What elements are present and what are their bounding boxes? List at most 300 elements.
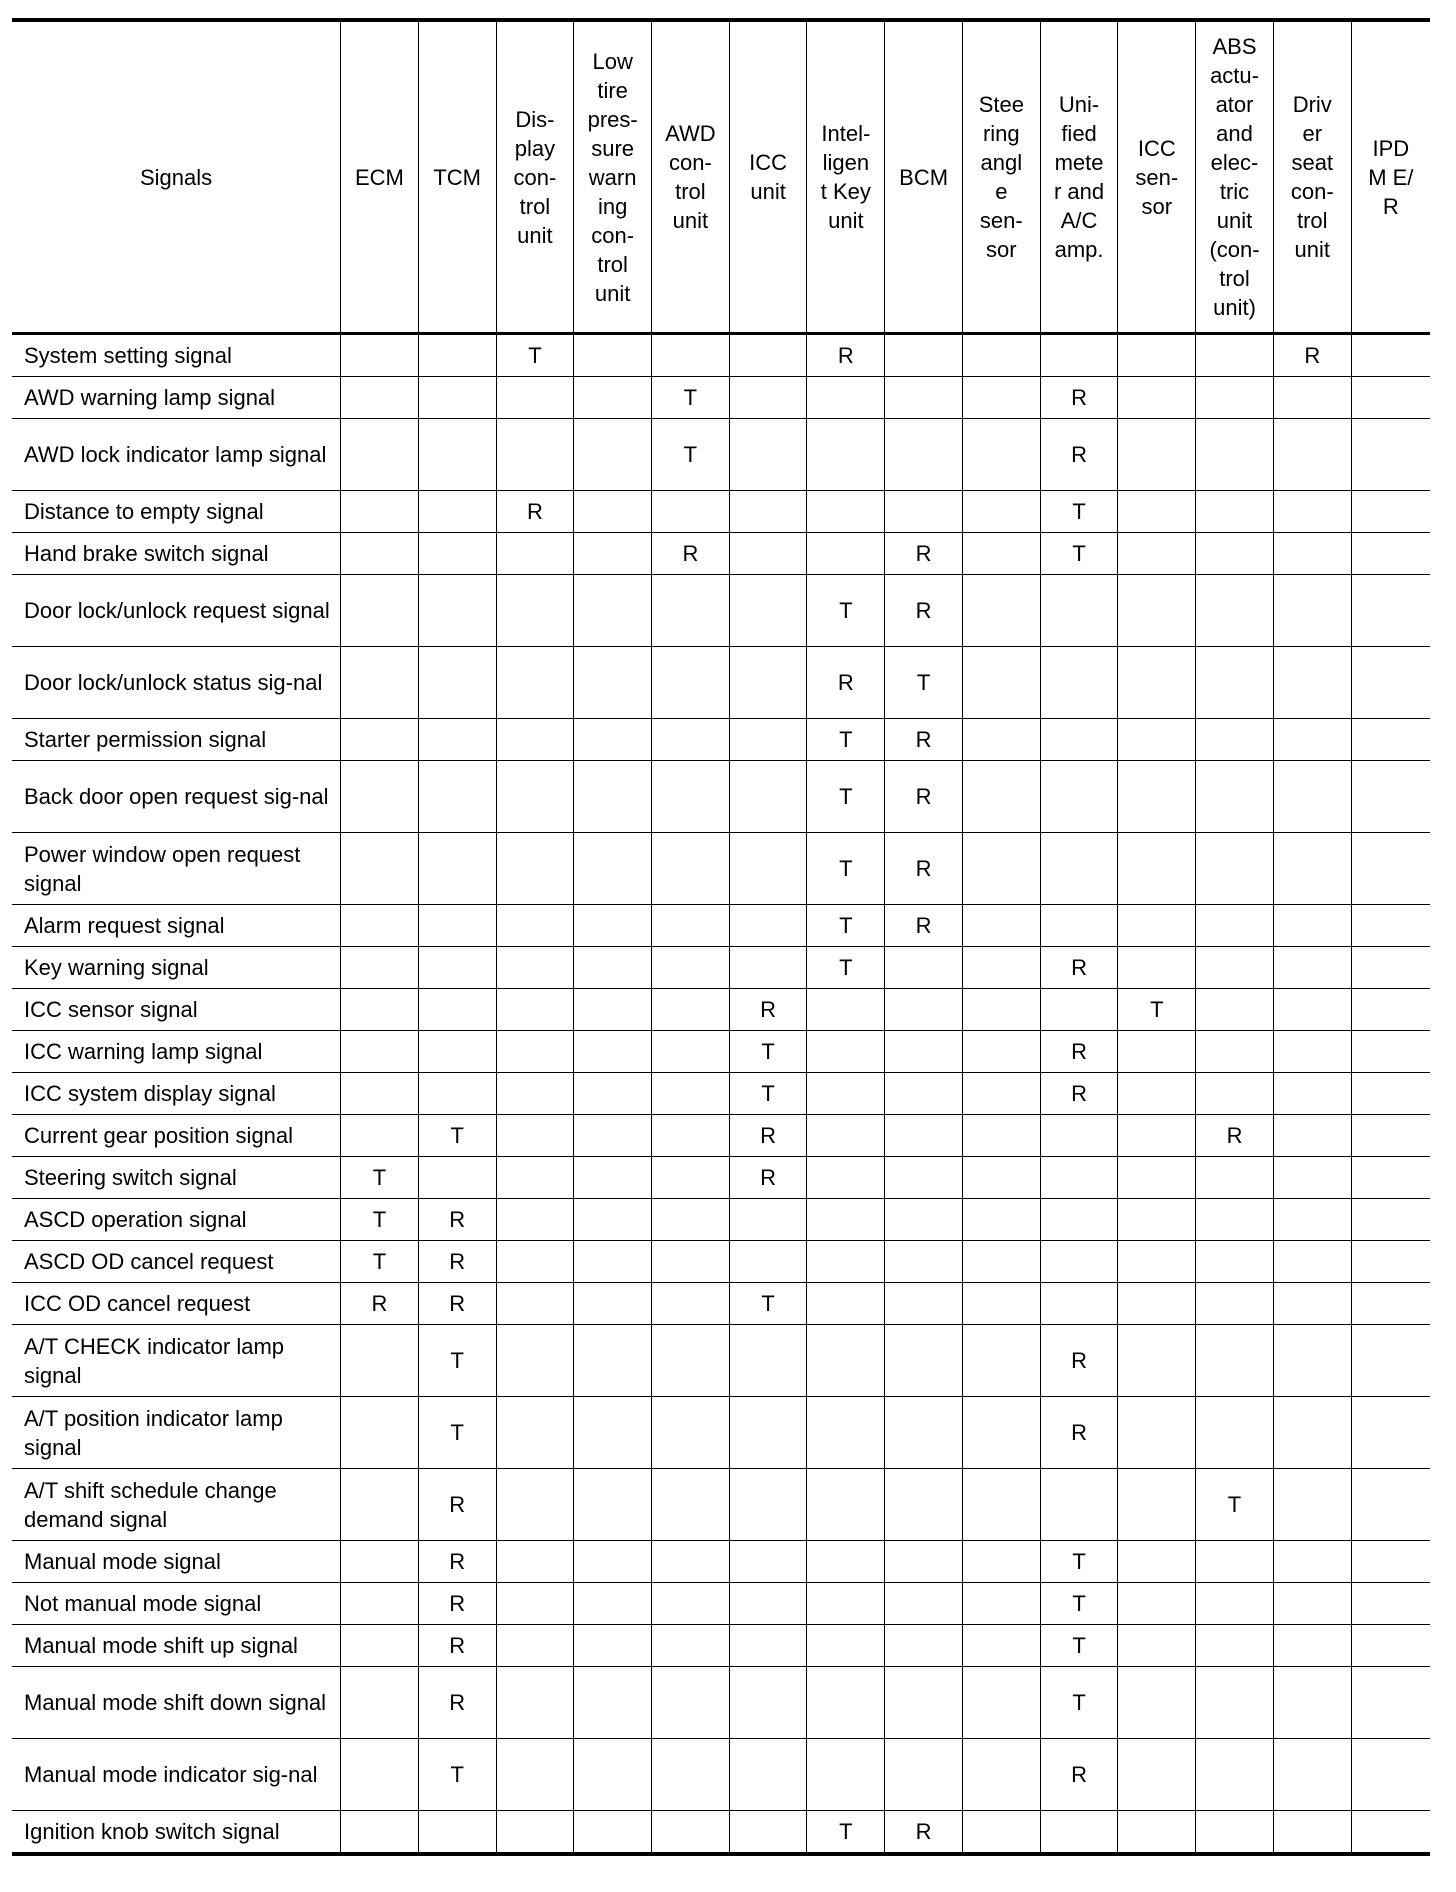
- signal-direction-cell: [1118, 1073, 1196, 1115]
- signal-direction-cell: [496, 1283, 574, 1325]
- signal-direction-cell: [1196, 905, 1274, 947]
- signal-direction-cell: [418, 989, 496, 1031]
- signal-direction-cell: T: [1040, 1583, 1118, 1625]
- signal-direction-cell: T: [1040, 1667, 1118, 1739]
- table-row: [12, 761, 1430, 833]
- signal-direction-cell: [574, 1667, 652, 1739]
- signal-direction-cell: [418, 761, 496, 833]
- signal-direction-cell: [1118, 419, 1196, 491]
- signal-direction-cell: R: [418, 1625, 496, 1667]
- signal-direction-cell: T: [652, 419, 730, 491]
- signal-direction-cell: [496, 647, 574, 719]
- signal-direction-cell: [418, 377, 496, 419]
- signal-direction-cell: R: [1040, 1397, 1118, 1469]
- signal-direction-cell: [652, 761, 730, 833]
- signal-direction-cell: [1351, 1667, 1430, 1739]
- signal-direction-cell: [1351, 1811, 1430, 1855]
- signal-direction-cell: [1118, 947, 1196, 989]
- signal-direction-cell: [652, 647, 730, 719]
- signal-direction-cell: T: [1196, 1469, 1274, 1541]
- signal-direction-cell: [1351, 1469, 1430, 1541]
- column-header-uni-fied-mete-r-and-a-c-amp: Uni- fied mete r and A/C amp.: [1040, 20, 1118, 334]
- signal-direction-cell: T: [341, 1241, 419, 1283]
- signal-direction-cell: [652, 1283, 730, 1325]
- signal-direction-cell: [1351, 1397, 1430, 1469]
- signal-direction-cell: [418, 1157, 496, 1199]
- signal-direction-cell: [1196, 761, 1274, 833]
- signal-direction-cell: [1118, 1157, 1196, 1199]
- signal-direction-cell: [1196, 1667, 1274, 1739]
- signal-direction-cell: T: [418, 1115, 496, 1157]
- signal-direction-cell: [1273, 491, 1351, 533]
- signal-direction-cell: [885, 1157, 963, 1199]
- signal-direction-cell: [1351, 989, 1430, 1031]
- signal-direction-cell: [1196, 1241, 1274, 1283]
- signal-direction-cell: [807, 1667, 885, 1739]
- signal-name-cell: ICC warning lamp signal: [12, 1031, 341, 1073]
- signal-direction-cell: [1040, 1283, 1118, 1325]
- signal-direction-cell: [807, 377, 885, 419]
- signal-direction-cell: R: [807, 334, 885, 377]
- signal-direction-cell: [496, 575, 574, 647]
- signal-direction-cell: [341, 1583, 419, 1625]
- header-row: [12, 20, 1430, 334]
- signal-direction-cell: T: [729, 1283, 807, 1325]
- signal-direction-cell: [652, 833, 730, 905]
- signal-direction-cell: [807, 1739, 885, 1811]
- signal-direction-cell: [418, 905, 496, 947]
- signal-direction-cell: [1351, 1325, 1430, 1397]
- signal-direction-cell: [1040, 1115, 1118, 1157]
- signal-direction-cell: R: [1196, 1115, 1274, 1157]
- signal-direction-cell: [418, 833, 496, 905]
- signal-direction-cell: [1351, 533, 1430, 575]
- signal-direction-cell: R: [885, 1811, 963, 1855]
- signal-direction-cell: [1040, 334, 1118, 377]
- signal-direction-cell: [496, 1541, 574, 1583]
- column-header-stee-ring-angl-e-sen-sor: Stee ring angl e sen- sor: [962, 20, 1040, 334]
- signal-direction-cell: [574, 1469, 652, 1541]
- signal-direction-cell: [1040, 1811, 1118, 1855]
- signal-name-cell: ASCD OD cancel request: [12, 1241, 341, 1283]
- signal-direction-cell: [885, 1325, 963, 1397]
- signal-direction-cell: [962, 419, 1040, 491]
- signal-direction-cell: [1351, 1739, 1430, 1811]
- signal-direction-cell: [962, 1283, 1040, 1325]
- signal-direction-cell: R: [1040, 377, 1118, 419]
- signal-direction-cell: [1196, 533, 1274, 575]
- signal-direction-cell: [1040, 1157, 1118, 1199]
- table-row: [12, 377, 1430, 419]
- signal-direction-cell: [807, 1241, 885, 1283]
- signal-direction-cell: R: [418, 1241, 496, 1283]
- signal-direction-cell: [1118, 1283, 1196, 1325]
- signal-direction-cell: [1196, 1625, 1274, 1667]
- signal-direction-cell: [652, 1397, 730, 1469]
- signal-direction-cell: [729, 419, 807, 491]
- signal-direction-cell: [1040, 761, 1118, 833]
- table-row: [12, 1115, 1430, 1157]
- signal-direction-cell: [418, 334, 496, 377]
- signal-direction-cell: [574, 647, 652, 719]
- signal-direction-cell: [1273, 1073, 1351, 1115]
- signal-direction-cell: [1118, 1241, 1196, 1283]
- column-header-icc-unit: ICC unit: [729, 20, 807, 334]
- signal-direction-cell: [807, 1199, 885, 1241]
- table-body: [12, 334, 1430, 1855]
- signal-direction-cell: [729, 1811, 807, 1855]
- signal-direction-cell: [574, 1031, 652, 1073]
- signal-direction-cell: [1196, 833, 1274, 905]
- signal-direction-cell: [1196, 1541, 1274, 1583]
- signal-direction-cell: [496, 1115, 574, 1157]
- signal-name-cell: Manual mode shift down signal: [12, 1667, 341, 1739]
- signal-direction-cell: [652, 1157, 730, 1199]
- signal-direction-cell: [807, 1115, 885, 1157]
- signal-direction-cell: [418, 575, 496, 647]
- signal-name-cell: Current gear position signal: [12, 1115, 341, 1157]
- signal-direction-cell: [652, 575, 730, 647]
- signal-direction-cell: R: [418, 1667, 496, 1739]
- signal-direction-cell: [1118, 1469, 1196, 1541]
- signal-direction-cell: [652, 1199, 730, 1241]
- signal-direction-cell: [652, 1469, 730, 1541]
- signal-direction-cell: [1196, 377, 1274, 419]
- signal-direction-cell: [1196, 419, 1274, 491]
- signal-direction-cell: [418, 647, 496, 719]
- table-header: [12, 20, 1430, 334]
- signal-direction-cell: [1273, 1325, 1351, 1397]
- table-row: [12, 989, 1430, 1031]
- signal-direction-cell: [1196, 334, 1274, 377]
- signal-direction-cell: [1196, 1739, 1274, 1811]
- signal-direction-cell: [1196, 947, 1274, 989]
- signal-direction-cell: [1273, 1625, 1351, 1667]
- table-row: [12, 1073, 1430, 1115]
- signal-direction-cell: [1351, 905, 1430, 947]
- signal-direction-cell: [885, 377, 963, 419]
- signal-direction-cell: [496, 719, 574, 761]
- signal-direction-cell: [496, 1031, 574, 1073]
- signal-name-cell: A/T CHECK indicator lamp signal: [12, 1325, 341, 1397]
- signal-direction-cell: [962, 1199, 1040, 1241]
- signal-direction-cell: [1118, 491, 1196, 533]
- signal-direction-cell: [729, 833, 807, 905]
- signal-direction-cell: [652, 719, 730, 761]
- signal-direction-cell: [496, 533, 574, 575]
- signal-direction-cell: [496, 989, 574, 1031]
- signal-direction-cell: [341, 334, 419, 377]
- signal-name-cell: Key warning signal: [12, 947, 341, 989]
- signal-direction-cell: [962, 1667, 1040, 1739]
- signal-direction-cell: [807, 419, 885, 491]
- signal-direction-cell: [1351, 833, 1430, 905]
- signal-direction-cell: [341, 1469, 419, 1541]
- signal-direction-cell: [574, 1739, 652, 1811]
- signal-direction-cell: [418, 1073, 496, 1115]
- table-row: [12, 1583, 1430, 1625]
- signal-direction-cell: T: [807, 905, 885, 947]
- table-row: [12, 1325, 1430, 1397]
- column-header-dis-play-con-trol-unit: Dis- play con- trol unit: [496, 20, 574, 334]
- signal-direction-cell: [1273, 419, 1351, 491]
- signal-direction-cell: [574, 575, 652, 647]
- signal-direction-cell: [962, 989, 1040, 1031]
- signal-direction-cell: T: [1118, 989, 1196, 1031]
- signal-direction-cell: [962, 1073, 1040, 1115]
- signal-direction-cell: R: [1040, 947, 1118, 989]
- signal-direction-cell: [885, 1397, 963, 1469]
- signal-direction-cell: T: [341, 1199, 419, 1241]
- signal-direction-cell: T: [729, 1073, 807, 1115]
- signal-direction-cell: [885, 1031, 963, 1073]
- signal-direction-cell: [1118, 1397, 1196, 1469]
- signal-direction-cell: T: [1040, 533, 1118, 575]
- signal-name-cell: ASCD operation signal: [12, 1199, 341, 1241]
- signal-name-cell: Distance to empty signal: [12, 491, 341, 533]
- signal-direction-cell: R: [885, 533, 963, 575]
- signal-direction-cell: [962, 905, 1040, 947]
- signal-direction-cell: T: [807, 761, 885, 833]
- signal-direction-cell: [1351, 491, 1430, 533]
- signal-direction-cell: [418, 947, 496, 989]
- signal-direction-cell: [1351, 419, 1430, 491]
- signal-direction-cell: [1351, 377, 1430, 419]
- signal-direction-cell: [1273, 833, 1351, 905]
- signal-name-cell: Manual mode shift up signal: [12, 1625, 341, 1667]
- signal-direction-cell: [341, 719, 419, 761]
- signal-direction-cell: [1196, 647, 1274, 719]
- signal-direction-cell: [574, 1115, 652, 1157]
- signal-direction-cell: R: [652, 533, 730, 575]
- signal-direction-cell: [652, 1115, 730, 1157]
- signal-direction-cell: [1273, 1241, 1351, 1283]
- signal-direction-cell: T: [807, 575, 885, 647]
- signal-direction-cell: [496, 1469, 574, 1541]
- signal-direction-cell: [1351, 1241, 1430, 1283]
- signal-direction-cell: [962, 1583, 1040, 1625]
- signal-direction-cell: [1196, 1199, 1274, 1241]
- signal-direction-cell: [885, 334, 963, 377]
- signal-direction-cell: [729, 491, 807, 533]
- signal-direction-cell: [885, 1073, 963, 1115]
- signal-direction-cell: [574, 1073, 652, 1115]
- signal-direction-cell: [418, 419, 496, 491]
- signal-direction-cell: [729, 1199, 807, 1241]
- signal-direction-cell: [1118, 575, 1196, 647]
- signal-direction-cell: T: [885, 647, 963, 719]
- signal-direction-cell: R: [418, 1199, 496, 1241]
- signal-name-cell: Ignition knob switch signal: [12, 1811, 341, 1855]
- signal-direction-cell: [807, 1469, 885, 1541]
- signal-direction-cell: [341, 1397, 419, 1469]
- signal-direction-cell: [729, 1583, 807, 1625]
- signal-name-cell: Alarm request signal: [12, 905, 341, 947]
- signal-direction-cell: [1273, 575, 1351, 647]
- signal-direction-cell: [496, 905, 574, 947]
- column-header-bcm: BCM: [885, 20, 963, 334]
- table-row: [12, 1469, 1430, 1541]
- signal-direction-cell: [807, 1073, 885, 1115]
- column-header-driv-er-seat-con-trol-unit: Driv er seat con- trol unit: [1273, 20, 1351, 334]
- signal-direction-cell: [729, 377, 807, 419]
- signal-name-cell: System setting signal: [12, 334, 341, 377]
- signal-direction-cell: [1351, 1625, 1430, 1667]
- signal-direction-cell: [807, 491, 885, 533]
- signal-direction-cell: [652, 491, 730, 533]
- signal-direction-cell: [729, 719, 807, 761]
- signal-direction-cell: R: [418, 1541, 496, 1583]
- signal-direction-cell: T: [807, 833, 885, 905]
- signal-direction-cell: [1273, 1583, 1351, 1625]
- signal-direction-cell: [1196, 989, 1274, 1031]
- signal-direction-cell: [885, 947, 963, 989]
- signal-direction-cell: [1118, 1199, 1196, 1241]
- signal-direction-cell: [729, 1469, 807, 1541]
- signal-direction-cell: [574, 1541, 652, 1583]
- signal-direction-cell: [1118, 1811, 1196, 1855]
- signal-name-cell: Door lock/unlock request signal: [12, 575, 341, 647]
- signal-direction-cell: [962, 575, 1040, 647]
- table-row: [12, 1667, 1430, 1739]
- signal-direction-cell: [574, 1583, 652, 1625]
- table-row: [12, 491, 1430, 533]
- signal-direction-cell: [1351, 575, 1430, 647]
- signal-direction-cell: [729, 905, 807, 947]
- signal-direction-cell: [341, 761, 419, 833]
- signal-direction-cell: [1196, 1583, 1274, 1625]
- signal-name-cell: Back door open request sig-nal: [12, 761, 341, 833]
- signal-direction-cell: [1118, 334, 1196, 377]
- signal-direction-cell: [885, 1241, 963, 1283]
- signal-direction-cell: [729, 1541, 807, 1583]
- signal-direction-cell: [885, 1667, 963, 1739]
- signal-direction-cell: [1118, 377, 1196, 419]
- signal-direction-cell: [962, 1031, 1040, 1073]
- signal-direction-cell: [1351, 334, 1430, 377]
- signal-direction-cell: [1351, 1199, 1430, 1241]
- signal-direction-cell: [1351, 947, 1430, 989]
- signal-direction-cell: [1351, 647, 1430, 719]
- signal-name-cell: Power window open request signal: [12, 833, 341, 905]
- signal-direction-cell: [1351, 719, 1430, 761]
- signal-direction-cell: [341, 833, 419, 905]
- signal-direction-cell: [1118, 1541, 1196, 1583]
- signal-name-cell: Manual mode indicator sig-nal: [12, 1739, 341, 1811]
- signal-direction-cell: [652, 947, 730, 989]
- signal-direction-cell: R: [885, 575, 963, 647]
- table-row: [12, 1199, 1430, 1241]
- signal-direction-cell: R: [729, 1115, 807, 1157]
- signal-direction-cell: [962, 533, 1040, 575]
- signal-direction-cell: [729, 647, 807, 719]
- signal-direction-cell: [1351, 1031, 1430, 1073]
- table-row: [12, 1625, 1430, 1667]
- signal-direction-cell: R: [341, 1283, 419, 1325]
- signal-direction-cell: [1273, 905, 1351, 947]
- signal-direction-cell: [341, 1541, 419, 1583]
- can-signal-table: [12, 18, 1430, 1856]
- signal-direction-cell: [496, 419, 574, 491]
- signal-direction-cell: [962, 1325, 1040, 1397]
- signal-direction-cell: [1118, 1115, 1196, 1157]
- signal-direction-cell: T: [807, 1811, 885, 1855]
- signal-direction-cell: [1040, 575, 1118, 647]
- signal-direction-cell: [1040, 1469, 1118, 1541]
- signal-direction-cell: [962, 833, 1040, 905]
- signal-direction-cell: [496, 1739, 574, 1811]
- table-row: [12, 1241, 1430, 1283]
- signal-direction-cell: [341, 1739, 419, 1811]
- table-row: [12, 1157, 1430, 1199]
- table-row: [12, 1397, 1430, 1469]
- signal-direction-cell: [729, 1739, 807, 1811]
- signal-direction-cell: R: [885, 833, 963, 905]
- signal-direction-cell: [1273, 1199, 1351, 1241]
- signal-direction-cell: [496, 1199, 574, 1241]
- signal-direction-cell: [1040, 719, 1118, 761]
- signal-direction-cell: [1351, 1073, 1430, 1115]
- signal-direction-cell: T: [418, 1325, 496, 1397]
- signal-direction-cell: T: [729, 1031, 807, 1073]
- signal-direction-cell: T: [418, 1397, 496, 1469]
- signal-direction-cell: [496, 1667, 574, 1739]
- signal-direction-cell: [885, 419, 963, 491]
- signal-direction-cell: [652, 1739, 730, 1811]
- signal-direction-cell: [574, 334, 652, 377]
- signal-direction-cell: [1351, 1541, 1430, 1583]
- signal-direction-cell: [807, 1583, 885, 1625]
- signal-direction-cell: [418, 719, 496, 761]
- signal-direction-cell: [496, 1073, 574, 1115]
- signal-direction-cell: [574, 419, 652, 491]
- signal-direction-cell: R: [1040, 1739, 1118, 1811]
- signal-name-cell: Manual mode signal: [12, 1541, 341, 1583]
- signal-direction-cell: [1273, 1811, 1351, 1855]
- signal-direction-cell: [574, 1625, 652, 1667]
- signal-direction-cell: [962, 719, 1040, 761]
- signal-direction-cell: T: [341, 1157, 419, 1199]
- signal-direction-cell: [341, 533, 419, 575]
- signal-direction-cell: [1196, 1325, 1274, 1397]
- signal-direction-cell: [1118, 647, 1196, 719]
- table-row: [12, 947, 1430, 989]
- signal-direction-cell: T: [1040, 1625, 1118, 1667]
- signal-direction-cell: [807, 1397, 885, 1469]
- signal-name-cell: Steering switch signal: [12, 1157, 341, 1199]
- signal-direction-cell: [341, 1667, 419, 1739]
- signal-name-cell: Hand brake switch signal: [12, 533, 341, 575]
- signal-direction-cell: [962, 1157, 1040, 1199]
- signal-direction-cell: R: [418, 1583, 496, 1625]
- signal-direction-cell: [1118, 1583, 1196, 1625]
- signal-direction-cell: [962, 761, 1040, 833]
- signal-direction-cell: [1273, 1283, 1351, 1325]
- signal-direction-cell: [341, 1811, 419, 1855]
- signal-direction-cell: [574, 1397, 652, 1469]
- signal-direction-cell: [885, 1283, 963, 1325]
- signal-direction-cell: R: [807, 647, 885, 719]
- column-header-intel-ligen-t-key-unit: Intel- ligen t Key unit: [807, 20, 885, 334]
- signal-direction-cell: [652, 1625, 730, 1667]
- signal-direction-cell: [1273, 1115, 1351, 1157]
- signal-direction-cell: T: [807, 947, 885, 989]
- signal-table-container: [12, 18, 1430, 1856]
- signal-direction-cell: [496, 1241, 574, 1283]
- table-row: [12, 833, 1430, 905]
- signal-direction-cell: [962, 1115, 1040, 1157]
- signal-direction-cell: [1196, 1397, 1274, 1469]
